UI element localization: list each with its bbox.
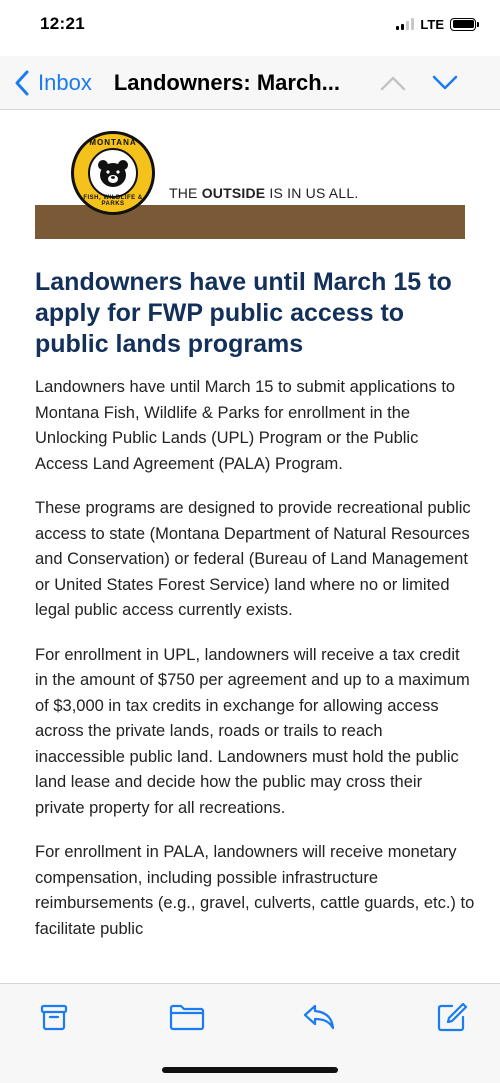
fwp-logo — [71, 131, 155, 215]
banner-tagline: THE OUTSIDE IS IN US ALL. — [169, 185, 359, 201]
home-indicator[interactable] — [162, 1067, 338, 1073]
logo-bottom-text: FISH, WILDLIFE & PARKS — [83, 195, 143, 207]
article-paragraph: These programs are designed to provide recreational public access to state (Montana Department of Natural Resources and Conservation) or federal (Bureau of Land Management or United States Forest Service) land where no or limited legal public access currently exists. — [35, 499, 471, 619]
article-headline: Landowners have until March 15 to apply for FWP public access to public lands programs — [35, 268, 452, 358]
back-to-inbox-button[interactable] — [14, 69, 92, 97]
previous-message-button[interactable] — [378, 68, 408, 98]
chevron-up-icon — [379, 74, 407, 92]
article-paragraph: For enrollment in UPL, landowners will receive a tax credit in the amount of $750 per agreement and up to a maximum of $3,000 in tax credits in exchange for allowing access across the private lands, roads or trails to reach inaccessible public land. Landowners must hold the public land lease and decide how the public may cross their private property for all recreations. — [35, 645, 470, 817]
archive-button[interactable] — [36, 999, 72, 1035]
home-indicator-area — [0, 1049, 500, 1083]
reply-icon — [302, 1003, 336, 1031]
signal-icon — [396, 18, 414, 30]
archive-icon — [40, 1002, 68, 1032]
status-bar — [0, 0, 500, 56]
logo-top-text: MONTANA — [89, 138, 137, 147]
status-indicators — [396, 17, 476, 32]
next-message-button[interactable] — [430, 68, 460, 98]
article-paragraph: For enrollment in PALA, landowners will receive monetary compensation, including possible infrastructure reimbursements (e.g., gravel, culverts, cattle guards, etc.) to facilitate public — [35, 843, 475, 938]
message-subject-title: Landowners: March... — [113, 69, 340, 95]
folder-icon — [169, 1003, 205, 1031]
chevron-down-icon — [431, 74, 459, 92]
fwp-banner — [35, 131, 465, 221]
chevron-left-icon — [14, 69, 30, 97]
reply-button[interactable] — [301, 999, 337, 1035]
back-label: Inbox — [38, 69, 92, 95]
article-body — [35, 375, 475, 961]
compose-button[interactable] — [434, 999, 470, 1035]
bear-icon — [88, 148, 138, 198]
battery-icon — [450, 18, 476, 31]
move-to-folder-button[interactable] — [169, 999, 205, 1035]
mail-nav-bar — [0, 56, 500, 110]
article-paragraph: Landowners have until March 15 to submit applications to Montana Fish, Wildlife & Parks for enrollment in the Unlocking Public Lands (UPL) Program or the Public Access Land Agreement (PALA) Program. — [35, 378, 456, 473]
network-label: LTE — [420, 16, 444, 32]
compose-icon — [436, 1001, 468, 1033]
email-body[interactable] — [0, 111, 500, 983]
status-time: 12:21 — [40, 14, 85, 33]
mail-toolbar — [0, 983, 500, 1049]
